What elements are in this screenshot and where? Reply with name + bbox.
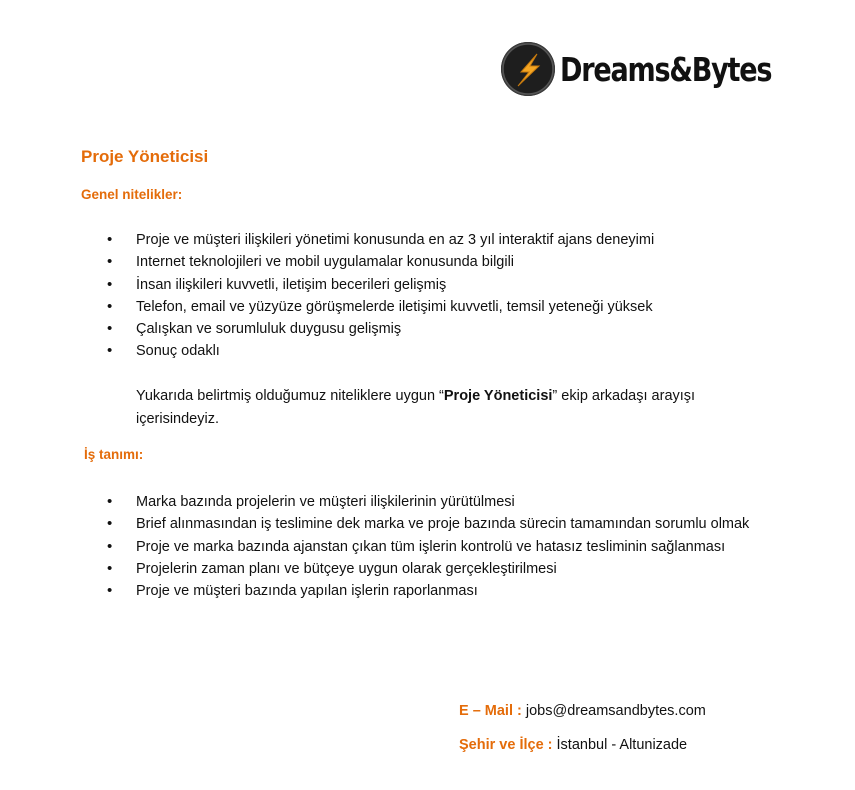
intro-paragraph [136, 385, 756, 431]
list-item: • Internet teknolojileri ve mobil uygulamalar konusunda bilgili [136, 251, 776, 273]
list-item: • Marka bazında projelerin ve müşteri ilişkilerinin yürütülmesi [136, 491, 761, 513]
city-value: İstanbul - Altunizade [556, 737, 688, 753]
contact-email [459, 703, 706, 719]
lightning-bolt-icon [501, 42, 555, 96]
contact-city [459, 737, 687, 753]
list-item: • İnsan ilişkileri kuvvetli, iletişim becerileri gelişmiş [136, 274, 776, 296]
list-item: • Projelerin zaman planı ve bütçeye uygun olarak gerçekleştirilmesi [136, 558, 761, 580]
paragraph-text-end: ” ekip arkadaşı arayışı içerisindeyiz. [136, 388, 696, 427]
list-item: • Proje ve marka bazında ajanstan çıkan tüm işlerin kontrolü ve hatasız tesliminin sağlanması [136, 536, 761, 558]
email-label: E – Mail : [459, 703, 522, 719]
list-item: • Proje ve müşteri ilişkileri yönetimi konusunda en az 3 yıl interaktif ajans deneyimi [136, 229, 776, 251]
general-qualifications-list [136, 229, 776, 363]
list-item: • Çalışkan ve sorumluluk duygusu gelişmiş [136, 318, 776, 340]
list-item: • Brief alınmasından iş teslimine dek marka ve proje bazında sürecin tamamından sorumlu olmak [136, 513, 761, 535]
page-title: Proje Yöneticisi [81, 147, 209, 166]
paragraph-position-name: Proje Yöneticisi [443, 388, 553, 404]
city-label: Şehir ve İlçe : [459, 737, 553, 753]
list-item: • Sonuç odaklı [136, 340, 776, 362]
general-qualifications-heading: Genel nitelikler: [81, 187, 183, 202]
job-description-list [136, 491, 761, 602]
list-item: • Telefon, email ve yüzyüze görüşmelerde iletişimi kuvvetli, temsil yeteneği yüksek [136, 296, 776, 318]
logo-wordmark: Dreams&Bytes [560, 49, 772, 89]
job-description-heading: İş tanımı: [84, 447, 144, 462]
company-logo [501, 42, 818, 96]
email-link[interactable]: jobs@dreamsandbytes.com [525, 703, 706, 719]
paragraph-text-start: Yukarıda belirtmiş olduğumuz niteliklere uygun “ [136, 388, 444, 404]
list-item: • Proje ve müşteri bazında yapılan işlerin raporlanması [136, 580, 761, 602]
